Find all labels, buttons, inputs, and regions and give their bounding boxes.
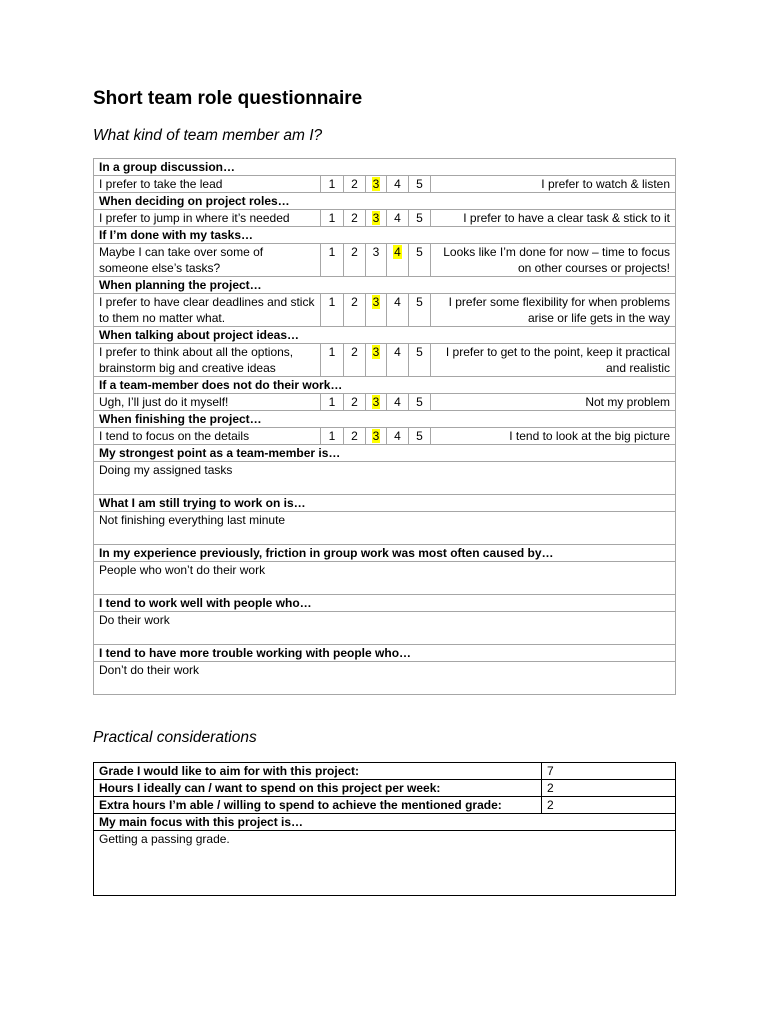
rating-option-5[interactable]: [409, 244, 431, 277]
rating-row: [94, 394, 676, 411]
practical-value[interactable]: 7: [542, 763, 676, 780]
rating-option-4[interactable]: [387, 428, 409, 445]
rating-value: 2: [351, 295, 358, 309]
focus-answer-row: [94, 831, 676, 896]
rating-option-3[interactable]: [366, 344, 387, 377]
practical-value[interactable]: 2: [542, 780, 676, 797]
rating-option-2[interactable]: [344, 210, 366, 227]
rating-value: 5: [416, 177, 423, 191]
rating-option-5[interactable]: [409, 210, 431, 227]
focus-answer[interactable]: Getting a passing grade.: [94, 831, 676, 896]
rating-row: [94, 244, 676, 277]
practical-row: [94, 763, 676, 780]
rating-option-1[interactable]: [321, 294, 344, 327]
rating-value: 2: [351, 245, 358, 259]
section-subtitle: What kind of team member am I?: [93, 127, 323, 144]
rating-value: 1: [328, 245, 336, 259]
prompt-row: [94, 545, 676, 562]
answer-row: [94, 612, 676, 645]
section-row: [94, 159, 676, 176]
rating-value: 4: [394, 177, 401, 191]
right-statement: I prefer some flexibility for when problems arise or life gets in the way: [431, 294, 676, 327]
section-heading: If I’m done with my tasks…: [94, 227, 676, 244]
rating-option-1[interactable]: [321, 394, 344, 411]
practical-label: Grade I would like to aim for with this project:: [94, 763, 542, 780]
practical-row: [94, 797, 676, 814]
rating-option-5[interactable]: [409, 294, 431, 327]
rating-option-5[interactable]: [409, 344, 431, 377]
prompt-row: [94, 595, 676, 612]
right-statement: I prefer to watch & listen: [431, 176, 676, 193]
section-row: [94, 277, 676, 294]
practical-table: [93, 762, 676, 896]
rating-option-1[interactable]: [321, 244, 344, 277]
selected-rating-value: 3: [372, 429, 380, 443]
rating-option-2[interactable]: [344, 394, 366, 411]
left-statement: I prefer to have clear deadlines and stick to them no matter what.: [94, 294, 321, 327]
section-heading: In a group discussion…: [94, 159, 676, 176]
rating-option-3[interactable]: [366, 210, 387, 227]
rating-option-3[interactable]: [366, 394, 387, 411]
rating-option-5[interactable]: [409, 428, 431, 445]
selected-rating-value: 3: [372, 177, 380, 191]
rating-value: 2: [351, 345, 358, 359]
selected-rating-value: 3: [372, 395, 380, 409]
open-answer[interactable]: Don’t do their work: [94, 662, 676, 695]
rating-option-4[interactable]: [387, 176, 409, 193]
open-prompt: I tend to work well with people who…: [94, 595, 676, 612]
rating-row: [94, 176, 676, 193]
section-row: [94, 377, 676, 394]
rating-value: 3: [372, 245, 380, 259]
rating-option-3[interactable]: [366, 428, 387, 445]
focus-prompt: My main focus with this project is…: [94, 814, 676, 831]
rating-option-4[interactable]: [387, 294, 409, 327]
rating-option-2[interactable]: [344, 344, 366, 377]
section-row: [94, 227, 676, 244]
rating-value: 5: [416, 211, 423, 225]
answer-row: [94, 462, 676, 495]
left-statement: Maybe I can take over some of someone else’s tasks?: [94, 244, 321, 277]
section-row: [94, 193, 676, 210]
section-heading: When deciding on project roles…: [94, 193, 676, 210]
rating-row: [94, 428, 676, 445]
open-answer[interactable]: Doing my assigned tasks: [94, 462, 676, 495]
practical-label: Hours I ideally can / want to spend on this project per week:: [94, 780, 542, 797]
page-title: Short team role questionnaire: [93, 88, 363, 109]
left-statement: I tend to focus on the details: [94, 428, 321, 445]
rating-option-5[interactable]: [409, 394, 431, 411]
open-prompt: What I am still trying to work on is…: [94, 495, 676, 512]
rating-value: 2: [351, 211, 358, 225]
rating-option-2[interactable]: [344, 294, 366, 327]
section-heading: When planning the project…: [94, 277, 676, 294]
rating-value: 1: [328, 429, 336, 443]
rating-row: [94, 344, 676, 377]
rating-value: 5: [416, 295, 423, 309]
team-role-table: [93, 158, 676, 695]
practical-row: [94, 780, 676, 797]
right-statement: Not my problem: [431, 394, 676, 411]
rating-value: 5: [416, 395, 423, 409]
rating-value: 4: [394, 429, 401, 443]
rating-option-2[interactable]: [344, 176, 366, 193]
rating-value: 4: [394, 211, 401, 225]
right-statement: I prefer to have a clear task & stick to it: [431, 210, 676, 227]
open-answer[interactable]: People who won’t do their work: [94, 562, 676, 595]
open-prompt: In my experience previously, friction in group work was most often caused by…: [94, 545, 676, 562]
rating-value: 2: [351, 429, 358, 443]
rating-value: 5: [416, 345, 423, 359]
rating-option-4[interactable]: [387, 244, 409, 277]
rating-value: 4: [394, 345, 401, 359]
section-heading: If a team-member does not do their work…: [94, 377, 676, 394]
rating-option-4[interactable]: [387, 394, 409, 411]
open-answer[interactable]: Not finishing everything last minute: [94, 512, 676, 545]
practical-label: Extra hours I’m able / willing to spend to achieve the mentioned grade:: [94, 797, 542, 814]
rating-value: 1: [328, 395, 336, 409]
rating-value: 5: [416, 429, 423, 443]
rating-option-3[interactable]: [366, 294, 387, 327]
open-prompt: My strongest point as a team-member is…: [94, 445, 676, 462]
rating-value: 4: [394, 295, 401, 309]
practical-heading: Practical considerations: [93, 729, 257, 746]
prompt-row: [94, 445, 676, 462]
prompt-row: [94, 495, 676, 512]
left-statement: I prefer to jump in where it’s needed: [94, 210, 321, 227]
rating-option-3[interactable]: [366, 244, 387, 277]
focus-prompt-row: [94, 814, 676, 831]
practical-value[interactable]: 2: [542, 797, 676, 814]
section-row: [94, 327, 676, 344]
selected-rating-value: 3: [372, 295, 380, 309]
open-prompt: I tend to have more trouble working with people who…: [94, 645, 676, 662]
rating-value: 1: [328, 295, 336, 309]
rating-option-3[interactable]: [366, 176, 387, 193]
prompt-row: [94, 645, 676, 662]
rating-row: [94, 210, 676, 227]
left-statement: I prefer to take the lead: [94, 176, 321, 193]
rating-value: 1: [328, 177, 336, 191]
answer-row: [94, 512, 676, 545]
rating-option-1[interactable]: [321, 344, 344, 377]
selected-rating-value: 3: [372, 345, 380, 359]
rating-option-1[interactable]: [321, 428, 344, 445]
left-statement: Ugh, I’ll just do it myself!: [94, 394, 321, 411]
rating-value: 1: [328, 345, 336, 359]
open-answer[interactable]: Do their work: [94, 612, 676, 645]
rating-value: 5: [416, 245, 423, 259]
rating-option-5[interactable]: [409, 176, 431, 193]
rating-value: 2: [351, 177, 358, 191]
rating-value: 4: [394, 395, 401, 409]
rating-row: [94, 294, 676, 327]
rating-option-4[interactable]: [387, 210, 409, 227]
right-statement: I prefer to get to the point, keep it practical and realistic: [431, 344, 676, 377]
answer-row: [94, 562, 676, 595]
selected-rating-value: 4: [394, 245, 401, 259]
right-statement: I tend to look at the big picture: [431, 428, 676, 445]
rating-option-1[interactable]: [321, 176, 344, 193]
right-statement: Looks like I’m done for now – time to focus on other courses or projects!: [431, 244, 676, 277]
selected-rating-value: 3: [372, 211, 380, 225]
rating-value: 2: [351, 395, 358, 409]
rating-value: 1: [328, 211, 336, 225]
rating-option-2[interactable]: [344, 244, 366, 277]
section-heading: When finishing the project…: [94, 411, 676, 428]
section-heading: When talking about project ideas…: [94, 327, 676, 344]
section-row: [94, 411, 676, 428]
answer-row: [94, 662, 676, 695]
left-statement: I prefer to think about all the options, brainstorm big and creative ideas: [94, 344, 321, 377]
rating-option-4[interactable]: [387, 344, 409, 377]
rating-option-1[interactable]: [321, 210, 344, 227]
rating-option-2[interactable]: [344, 428, 366, 445]
